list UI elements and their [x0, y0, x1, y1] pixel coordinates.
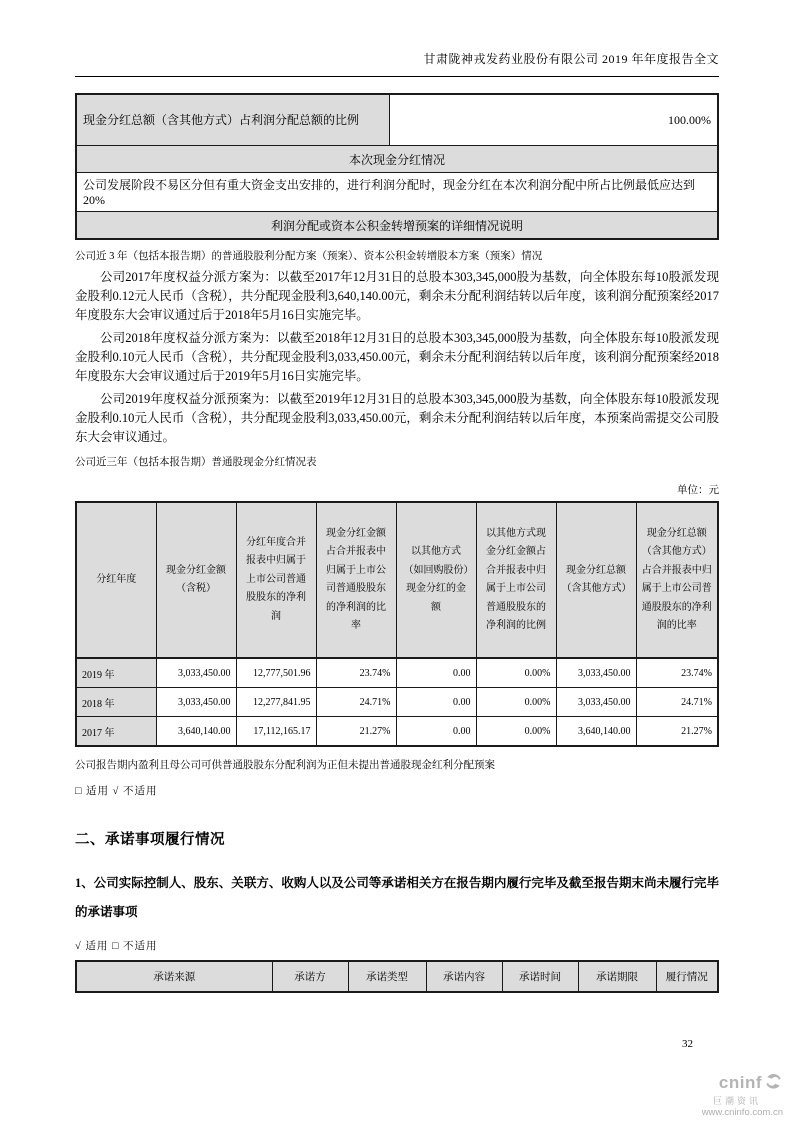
header-cell: 以其他方式（如回购股份）现金分红的金额	[396, 502, 476, 658]
data-cell: 24.71%	[316, 688, 396, 717]
cninfo-brand-text: cninf	[718, 1073, 762, 1093]
header-cell: 承诺内容	[426, 961, 502, 992]
table-row	[76, 146, 718, 173]
header-cell: 履行情况	[656, 961, 718, 992]
data-cell: 23.74%	[636, 658, 718, 688]
header-cell: 承诺方	[272, 961, 348, 992]
header-cell: 现金分红金额占合并报表中归属于上市公司普通股股东的净利润的比率	[316, 502, 396, 658]
page-header-title: 甘肃陇神戎发药业股份有限公司 2019 年年度报告全文	[423, 52, 719, 66]
page-number: 32	[682, 1038, 693, 1050]
header-cell: 现金分红总额（含其他方式）占合并报表中归属于上市公司普通股股东的净利润的比率	[636, 502, 718, 658]
header-cell: 以其他方式现金分红金额占合并报表中归属于上市公司普通股股东的净利润的比例	[476, 502, 556, 658]
data-cell: 0.00	[396, 717, 476, 747]
header-cell: 现金分红金额（含税）	[156, 502, 236, 658]
table-header-row	[76, 502, 718, 658]
cninfo-logo	[702, 1072, 783, 1119]
data-cell: 12,277,841.95	[236, 688, 316, 717]
cninfo-chinese-name: 巨潮资讯	[712, 1095, 761, 1106]
table-header-row	[76, 961, 718, 992]
applicability-check-2: √ 适用 □ 不适用	[75, 941, 158, 952]
dividend-ratio-label: 现金分红总额（含其他方式）占利润分配总额的比例	[76, 94, 390, 146]
data-cell: 12,777,501.96	[236, 658, 316, 688]
data-cell: 3,033,450.00	[156, 658, 236, 688]
header-cell: 承诺类型	[348, 961, 426, 992]
data-cell: 3,640,140.00	[156, 717, 236, 747]
data-cell: 24.71%	[636, 688, 718, 717]
year-cell: 2018 年	[76, 688, 156, 717]
subsection-heading-commitments: 1、公司实际控制人、股东、关联方、收购人以及公司等承诺相关方在报告期内履行完毕及截至报告期末尚未履行完毕的承诺事项	[75, 876, 719, 919]
applicability-check-1: □ 适用 √ 不适用	[75, 786, 158, 797]
table-row	[76, 658, 718, 688]
data-cell: 0.00	[396, 658, 476, 688]
dividend-table-title: 公司近三年（包括本报告期）普通股现金分红情况表	[75, 457, 317, 468]
data-cell: 0.00%	[476, 717, 556, 747]
unit-label: 单位：元	[677, 485, 719, 496]
table-row	[76, 173, 718, 212]
cninfo-swirl-icon	[764, 1072, 783, 1096]
data-cell: 0.00	[396, 688, 476, 717]
profit-distribution-detail-title: 利润分配或资本公积金转增预案的详细情况说明	[76, 212, 718, 240]
year-cell: 2019 年	[76, 658, 156, 688]
data-cell: 21.27%	[636, 717, 718, 747]
header-cell: 承诺时间	[502, 961, 578, 992]
current-dividend-section-title: 本次现金分红情况	[76, 146, 718, 173]
table-row	[76, 212, 718, 240]
paragraph-2019-plan: 公司2019年度权益分派预案为：以截至2019年12月31日的总股本303,345,000股为基数，向全体股东每10股派发现金股利0.10元人民币（含税），共分配现金股利3,033,450.00元，剩余未分配利润结转以后年度，本预案尚需提交公司股东大会审议通过。	[75, 392, 719, 444]
page-header	[75, 0, 719, 77]
development-stage-note: 公司发展阶段不易区分但有重大资金支出安排的，进行利润分配时，现金分红在本次利润分配中所占比例最低应达到 20%	[76, 173, 718, 212]
header-cell: 分红年度合并报表中归属于上市公司普通股股东的净利润	[236, 502, 316, 658]
page-content	[75, 0, 719, 993]
dividend-history-table	[75, 501, 719, 747]
profit-note: 公司报告期内盈利且母公司可供普通股股东分配利润为正但未提出普通股现金红利分配预案	[75, 760, 495, 771]
paragraph-2018-plan: 公司2018年度权益分派方案为：以截至2018年12月31日的总股本303,345,000股为基数，向全体股东每10股派发现金股利0.10元人民币（含税），共分配现金股利3,033,450.00元，剩余未分配利润结转以后年度，该利润分配预案经2018年度股东大会审议通过后于2019年5月16日实施完毕。	[75, 331, 719, 383]
dividend-ratio-value: 100.00%	[390, 94, 719, 146]
data-cell: 0.00%	[476, 658, 556, 688]
cninfo-url: www.cninfo.com.cn	[701, 1107, 783, 1119]
data-cell: 3,640,140.00	[556, 717, 636, 747]
paragraph-2017-plan: 公司2017年度权益分派方案为：以截至2017年12月31日的总股本303,345,000股为基数，向全体股东每10股派发现金股利0.12元人民币（含税），共分配现金股利3,640,140.00元，剩余未分配利润结转以后年度，该利润分配预案经2017年度股东大会审议通过后于2018年5月16日实施完毕。	[75, 270, 719, 322]
cash-dividend-summary-table	[75, 93, 719, 240]
table-row	[76, 94, 718, 146]
table-row	[76, 717, 718, 747]
data-cell: 3,033,450.00	[556, 688, 636, 717]
table-row	[76, 688, 718, 717]
section-heading-commitments: 二、承诺事项履行情况	[75, 832, 225, 848]
data-cell: 21.27%	[316, 717, 396, 747]
three-year-plan-intro: 公司近 3 年（包括本报告期）的普通股股利分配方案（预案）、资本公积金转增股本方案（预案）情况	[75, 251, 543, 262]
header-cell: 分红年度	[76, 502, 156, 658]
data-cell: 0.00%	[476, 688, 556, 717]
commitments-table	[75, 960, 719, 993]
header-cell: 承诺期限	[578, 961, 656, 992]
data-cell: 23.74%	[316, 658, 396, 688]
data-cell: 17,112,165.17	[236, 717, 316, 747]
header-cell: 现金分红总额（含其他方式）	[556, 502, 636, 658]
data-cell: 3,033,450.00	[556, 658, 636, 688]
year-cell: 2017 年	[76, 717, 156, 747]
header-cell: 承诺来源	[76, 961, 272, 992]
data-cell: 3,033,450.00	[156, 688, 236, 717]
